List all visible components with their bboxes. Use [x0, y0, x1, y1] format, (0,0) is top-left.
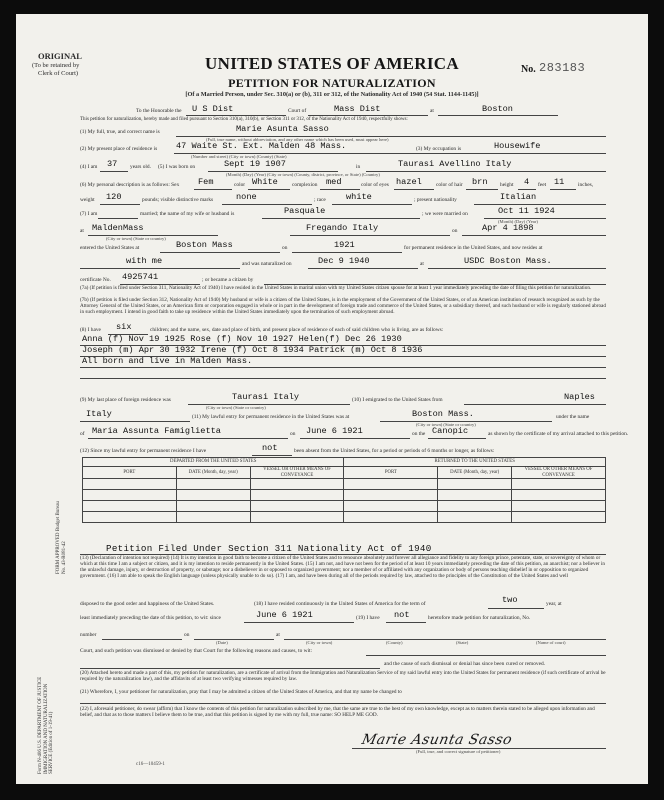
age-value: 37: [107, 159, 118, 169]
form-info-approved: FORM APPROVED Budget Bureau No. 43-R081-42: [56, 501, 67, 574]
departed-vessel-header: VESSEL OR OTHER MEANS OF CONVEYANCE: [250, 467, 344, 479]
emigrated-label: (10) I emigrated to the United States from: [352, 397, 443, 403]
since-label: least immediately preceding the date of this petition, to wit: since: [80, 615, 221, 621]
spouse-born-on-value: Apr 4 1898: [482, 223, 534, 233]
age-label: (4) I am: [80, 164, 98, 170]
color-value: White: [252, 177, 278, 187]
spouse-born-at-value: Fregando Italy: [306, 223, 379, 233]
original-label: ORIGINAL: [38, 51, 82, 61]
complexion-label: complexion: [292, 182, 318, 188]
document-title: UNITED STATES OF AMERICA: [205, 54, 459, 73]
entered-tail: for permanent residence in the United States, and now resides at: [404, 245, 543, 251]
state-note: (State): [456, 640, 469, 645]
city-note: (City or town): [306, 640, 333, 645]
departed-date-header: DATE (Month, day, year): [176, 467, 250, 479]
foreign-residence-label: (9) My last place of foreign residence was: [80, 397, 171, 403]
children-tail: children; and the name, sex, date and place of birth, and present place of residence of each of said children who is living, are as follows:: [150, 327, 444, 333]
children-line-3: All born and live in Malden Mass.: [82, 356, 253, 366]
form-info-left: Form N-406 U.S. DEPARTMENT OF JUSTICE IMMIGRATION AND NATURALIZATION SERVICE (Edition of 1-19-41): [38, 676, 55, 774]
returned-vessel-header: VESSEL OR OTHER MEANS OF CONVEYANCE: [512, 467, 606, 479]
departed-header: DEPARTED FROM THE UNITED STATES: [83, 458, 344, 467]
cause-line: and the cause of such dismissal or denial has since been cured or removed.: [384, 661, 546, 667]
born-in-label: in: [356, 164, 361, 170]
nationality-label: ; present nationality: [414, 197, 457, 203]
complexion-value: med: [326, 177, 342, 187]
entry-of-label: of: [80, 431, 85, 437]
residence-term-value: two: [502, 595, 518, 605]
returned-port-header: PORT: [344, 467, 438, 479]
court-dismissal-line: Court, and such petition was dismissed or denied by that Court for the following reasons and causes, to wit:: [80, 648, 313, 654]
spouse-born-on-label: on: [452, 228, 458, 234]
signature-note: (Full, true, and correct signature of petitioner): [416, 749, 501, 754]
at-label: at: [430, 108, 434, 114]
children-label: (8) I have: [80, 327, 101, 333]
cert-arrival-text: as shown by the certificate of my arrival attached to this petition.: [488, 431, 629, 437]
married-on-value: Oct 11 1924: [498, 206, 555, 216]
clerk-note: Clerk of Court): [38, 70, 79, 77]
entry-on-label: on: [290, 431, 296, 437]
residence-value: 47 Waite St. Ext. Malden 48 Mass.: [176, 141, 347, 151]
number-label: No.: [521, 64, 536, 75]
occupation-value: Housewife: [494, 141, 541, 151]
married-text: married; the name of my wife or husband is: [140, 211, 235, 217]
height-inches-value: 11: [554, 177, 565, 187]
section-22: (22) I, aforesaid petitioner, do swear (affirm) that I know the contents of this petition for naturalization subscribed by me, that the same are true to the best of my own knowledge, except as to matters therein stated to be alleged upon information and belief, and that as to those matters I believe them to be true, and that this petition is signed by me with my full, true name: SO HELP ME GOD.: [80, 706, 595, 719]
previous-not-value: not: [394, 610, 410, 620]
filed-under-text: Petition Filed Under Section 311 Nationality Act of 1940: [106, 543, 432, 554]
year-at-label: year, at: [546, 601, 562, 607]
entered-on-label: on: [282, 245, 288, 251]
foreign-residence-value: Taurasi Italy: [232, 392, 300, 402]
previous-petition-tail: heretofore made petition for naturalization, No.: [428, 615, 531, 621]
children-count-value: six: [116, 322, 132, 332]
lawful-entry-label: (11) My lawful entry for permanent residence in the United States was at: [192, 414, 350, 420]
sex-value: Fem: [198, 177, 214, 187]
petitioner-signature: Marie Asunta Sasso: [360, 732, 514, 748]
lawful-entry-note: (City or town) (State or country): [416, 422, 476, 427]
emigrated-from-value: Naples: [564, 392, 595, 402]
certificate-number-value: 4925741: [122, 272, 159, 282]
returned-date-header: DATE (Month, day, year): [438, 467, 512, 479]
naturalized-at-value: USDC Boston Mass.: [464, 256, 552, 266]
children-line-2: Joseph (m) Apr 30 1932 Irene (f) Oct 8 1934 Patrick (m) Oct 8 1936: [82, 345, 423, 355]
foreign-residence-note: (City or town) (State or country): [206, 405, 266, 410]
race-label: ; race: [314, 197, 326, 203]
court-note: (Name of court): [536, 640, 566, 645]
height-feet-value: 4: [524, 177, 530, 187]
vessel-value: Canopic: [432, 426, 469, 436]
certificate-tail: ; or became a citizen by: [202, 277, 254, 283]
on-field-label: on: [184, 632, 190, 638]
section-7a: (7a) (If petition is filed under Section 311, Nationality Act of 1940) I have resided in the United States in marital union with my United States citizen spouse for at least 1 year immediately preceding the date of filing this petition for naturalization.: [80, 285, 592, 291]
color-label: color: [234, 182, 246, 188]
married-on-note: (Month) (Day) (Year): [498, 219, 538, 224]
since-date-value: June 6 1921: [256, 610, 313, 620]
section-21: (21) Wherefore, I, your petitioner for naturalization, pray that I may be admitted a citizen of the United States of America, and that my name be changed to: [80, 689, 402, 695]
city-value: Boston: [482, 104, 513, 114]
under-name-label: under the name: [556, 414, 590, 420]
court-type-value: U S Dist: [192, 104, 234, 114]
name-value: Marie Asunta Sasso: [236, 124, 329, 134]
retained-note: (To be retained by: [32, 62, 80, 69]
intro-statement: This petition for naturalization, hereby made and filed pursuant to Section 310(a), 310(b), or Section 311 or 312, of the Nationality Act of 1940, respectfully shows:: [80, 117, 408, 122]
document-subtitle: PETITION FOR NATURALIZATION: [228, 76, 436, 90]
naturalized-at-label: at: [420, 261, 424, 267]
naturalized-label: and was naturalized on: [242, 261, 292, 267]
section-13-17: (13) (Declaration of intention not required) (14) It is my intention in good faith to become a citizen of the United States and to renounce absolutely and forever all allegiance and fidelity to any foreign prince, potentate, state, or sovereignty of whom or which at this time I am a subject or citizen, and it is my intention to reside permanently in the United States. (15) I am not, and have not been for the period of at least 10 years immediately preceding the date of this petition, an anarchist; nor a believer in the unlawful damage, injury, or destruction of property, or sabotage; nor a disbeliever in or opposed to organized government; nor a member of or affiliated with any organization or body of persons teaching disbelief in or opposition to organized government. (16) I am able to speak the English language (unless physically unable to do so). (17) I am, and have been during all of the periods required by law, attached to the principles of the Constitution of the United States and well: [80, 555, 605, 580]
district-value: Mass Dist: [334, 104, 381, 114]
feet-label: feet: [538, 182, 547, 188]
nationality-value: Italian: [500, 192, 537, 202]
hair-value: brn: [472, 177, 488, 187]
previous-petition-label: (19) I have: [356, 615, 380, 621]
entry-on-the-label: on the: [412, 431, 426, 437]
residence-note: (Number and street) (City or town) (County) (State): [191, 154, 287, 159]
date-note: (Date): [216, 640, 228, 645]
occupation-label: (3) My occupation is: [416, 146, 462, 152]
entered-at-value: Boston Mass: [176, 240, 233, 250]
section-17-tail: disposed to the good order and happiness of the United States.: [80, 601, 215, 607]
born-label: (5) I was born on: [158, 164, 196, 170]
weight-value: 120: [106, 192, 122, 202]
children-line-1: Anna (f) Nov 19 1925 Rose (f) Nov 10 1927 Helen(f) Dec 26 1930: [82, 334, 402, 344]
married-at-label: at: [80, 228, 84, 234]
at-field-label: at: [276, 632, 280, 638]
birth-place-value: Taurasi Avellino Italy: [398, 159, 512, 169]
lawful-entry-at-value: Boston Mass.: [412, 409, 474, 419]
marks-value: none: [236, 192, 257, 202]
certificate-label: certificate No.: [80, 277, 111, 283]
spouse-name-value: Pasquale: [284, 206, 326, 216]
years-old-label: years old.: [130, 164, 151, 170]
form-code: c16—10459-1: [136, 762, 165, 767]
court-of-label: Court of: [288, 108, 307, 114]
married-at-note: (City or town) (State or country): [106, 236, 166, 241]
marks-label: pounds; visible distinctive marks: [142, 197, 214, 203]
county-note: (County): [386, 640, 403, 645]
section-20: (20) Attached hereto and made a part of this, my petition for naturalization, are a certificate of arrival from the Immigration and Naturalization Service of my said lawful entry into the United States for permanent residence (if such certificate of arrival be required by the naturalization law), and the affidavits of at least two verifying witnesses required by law.: [80, 670, 606, 683]
absence-table: [82, 457, 606, 523]
race-value: white: [346, 192, 372, 202]
married-label: (7) I am: [80, 211, 98, 217]
eyes-value: hazel: [396, 177, 422, 187]
name-note: (Full, true name, without abbreviation, and any other name which has been used, must appear here): [206, 137, 389, 142]
birth-date-value: Sept 19 1907: [224, 159, 286, 169]
entry-name-value: Maria Assunta Famiglietta: [92, 426, 221, 436]
resides-at-value: with me: [126, 256, 163, 266]
married-on-label: ; we were married on: [422, 211, 468, 217]
absence-not-value: not: [262, 443, 278, 453]
height-label: height: [500, 182, 514, 188]
absence-label: (12) Since my lawful entry for permanent residence I have: [80, 448, 207, 454]
married-at-value: MaldenMass: [92, 223, 144, 233]
document-subnote: [Of a Married Person, under Sec. 310(a) or (b), 311 or 312, of the Nationality Act of 1940 (54 Stat. 1144-1145)]: [185, 91, 479, 98]
emigrated-country-value: Italy: [86, 409, 112, 419]
hair-label: color of hair: [436, 182, 463, 188]
naturalized-on-value: Dec 9 1940: [318, 256, 370, 266]
description-label: (6) My personal description is as follows: Sex: [80, 182, 180, 188]
departed-port-header: PORT: [83, 467, 177, 479]
returned-header: RETURNED TO THE UNITED STATES: [344, 458, 606, 467]
birth-note: (Month) (Day) (Year) (City or town) (County, district, province, or State) (Country): [226, 172, 380, 177]
entry-date-value: June 6 1921: [306, 426, 363, 436]
to-honorable-label: To the Honorable the: [136, 108, 182, 114]
section-7b: (7b) (If petition is filed under Section 312, Nationality Act of 1940) My husband or wife is a citizen of the United States, is in the employment of the Government of the United States, or of an American institution of research recognized as such by the Attorney General of the United States, or an American firm or corporation engaged in whole or in part in the development of foreign trade and commerce of the United States, or a subsidiary thereof, and such husband or wife is regularly stationed abroad in such employment. I intend in good faith to take up residence within the United States immediately upon the termination of such employment abroad.: [80, 297, 606, 316]
eyes-label: color of eyes: [361, 182, 389, 188]
entered-label: entered the United States at: [80, 245, 140, 251]
petition-number: 283183: [539, 61, 586, 75]
residence-term-label: (18) I have resided continuously in the United States of America for the term of: [254, 601, 426, 607]
absence-tail: been absent from the United States, for a period or periods of 6 months or longer, as follows:: [294, 448, 495, 454]
naturalization-petition-page: [16, 14, 648, 784]
residence-label: (2) My present place of residence is: [80, 146, 158, 152]
number-field-label: number: [80, 632, 97, 638]
name-label: (1) My full, true, and correct name is: [80, 129, 160, 135]
inches-label: inches,: [578, 182, 594, 188]
entered-on-value: 1921: [334, 240, 355, 250]
weight-label: weight: [80, 197, 95, 203]
